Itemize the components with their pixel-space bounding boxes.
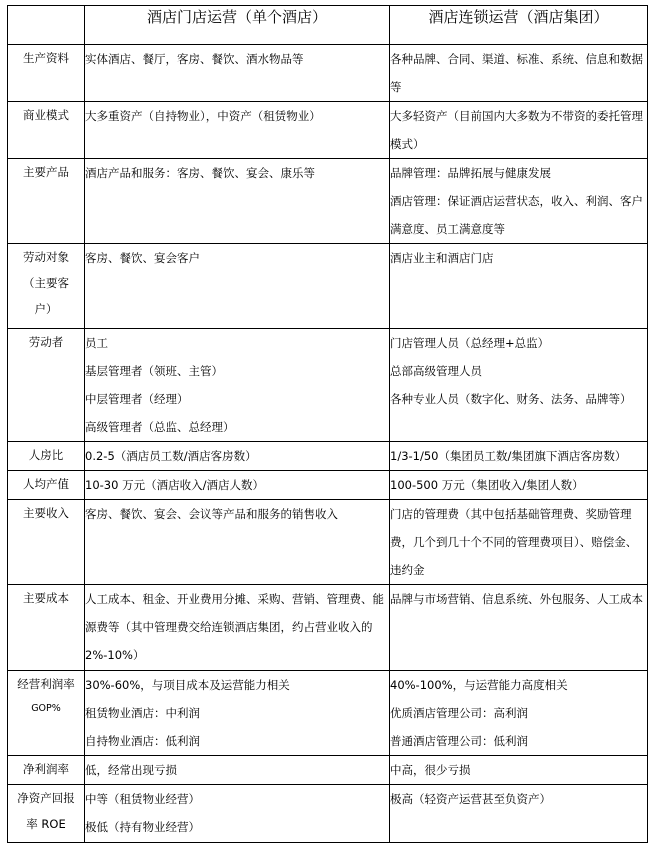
- cell-single: 低，经常出现亏损: [85, 756, 390, 785]
- col-header-chain: 酒店连锁运营（酒店集团）: [390, 6, 648, 45]
- cell-single: 10-30 万元（酒店收入/酒店人数）: [85, 471, 390, 500]
- row-label: 人房比: [8, 442, 85, 471]
- cell-chain: 1/3-1/50（集团员工数/集团旗下酒店客房数）: [390, 442, 648, 471]
- table-row: [8, 45, 648, 102]
- cell-single: 客房、餐饮、宴会、会议等产品和服务的销售收入: [85, 500, 390, 585]
- table-row: [8, 102, 648, 159]
- cell-single: 0.2-5（酒店员工数/酒店客房数）: [85, 442, 390, 471]
- cell-chain: 40%-100%，与运营能力高度相关 优质酒店管理公司：高利润 普通酒店管理公司：低利润: [390, 671, 648, 756]
- cell-single: 酒店产品和服务：客房、餐饮、宴会、康乐等: [85, 159, 390, 244]
- table-row: [8, 671, 648, 756]
- col-header-single: 酒店门店运营（单个酒店）: [85, 6, 390, 45]
- table-row: [8, 244, 648, 329]
- row-label: 人均产值: [8, 471, 85, 500]
- cell-chain: 各种品牌、合同、渠道、标准、系统、信息和数据等: [390, 45, 648, 102]
- cell-single: 30%-60%，与项目成本及运营能力相关 租赁物业酒店：中利润 自持物业酒店：低利润: [85, 671, 390, 756]
- row-label: 劳动者: [8, 329, 85, 442]
- row-label: 净资产回报 率 ROE: [8, 785, 85, 843]
- cell-single: 人工成本、租金、开业费用分摊、采购、营销、管理费、能源费等（其中管理费交给连锁酒店集团，约占营业收入的 2%-10%）: [85, 585, 390, 671]
- cell-single: 客房、餐饮、宴会客户: [85, 244, 390, 329]
- cell-chain: 中高，很少亏损: [390, 756, 648, 785]
- cell-chain: 极高（轻资产运营甚至负资产）: [390, 785, 648, 843]
- table-row: [8, 159, 648, 244]
- cell-chain: 门店的管理费（其中包括基础管理费、奖励管理费，几个到几十个不同的管理费项目）、赔偿金、违约金: [390, 500, 648, 585]
- table-row: [8, 500, 648, 585]
- table-row: [8, 785, 648, 843]
- table-row: [8, 585, 648, 671]
- cell-single: 实体酒店、餐厅，客房、餐饮、酒水物品等: [85, 45, 390, 102]
- cell-chain: 酒店业主和酒店门店: [390, 244, 648, 329]
- cell-chain: 品牌管理：品牌拓展与健康发展 酒店管理：保证酒店运营状态，收入、利润、客户满意度、员工满意度等: [390, 159, 648, 244]
- cell-single: 中等（租赁物业经营） 极低（持有物业经营）: [85, 785, 390, 843]
- table-row: [8, 329, 648, 442]
- corner-cell: [8, 6, 85, 45]
- cell-chain: 品牌与市场营销、信息系统、外包服务、人工成本: [390, 585, 648, 671]
- row-label: 经营利润率 GOP%: [8, 671, 85, 756]
- row-label: 净利润率: [8, 756, 85, 785]
- cell-single: 大多重资产（自持物业），中资产（租赁物业）: [85, 102, 390, 159]
- table-row: [8, 471, 648, 500]
- cell-single: 员工 基层管理者（领班、主管） 中层管理者（经理） 高级管理者（总监、总经理）: [85, 329, 390, 442]
- row-label: 商业模式: [8, 102, 85, 159]
- table-row: [8, 442, 648, 471]
- header-row: [8, 6, 648, 45]
- table-row: [8, 756, 648, 785]
- row-label: 劳动对象 （主要客 户）: [8, 244, 85, 329]
- row-label: 主要成本: [8, 585, 85, 671]
- cell-chain: 大多轻资产（目前国内大多数为不带资的委托管理模式）: [390, 102, 648, 159]
- comparison-table: [7, 5, 648, 843]
- row-label: 生产资料: [8, 45, 85, 102]
- row-label: 主要产品: [8, 159, 85, 244]
- cell-chain: 门店管理人员（总经理+总监） 总部高级管理人员 各种专业人员（数字化、财务、法务、品牌等）: [390, 329, 648, 442]
- cell-chain: 100-500 万元（集团收入/集团人数）: [390, 471, 648, 500]
- row-label: 主要收入: [8, 500, 85, 585]
